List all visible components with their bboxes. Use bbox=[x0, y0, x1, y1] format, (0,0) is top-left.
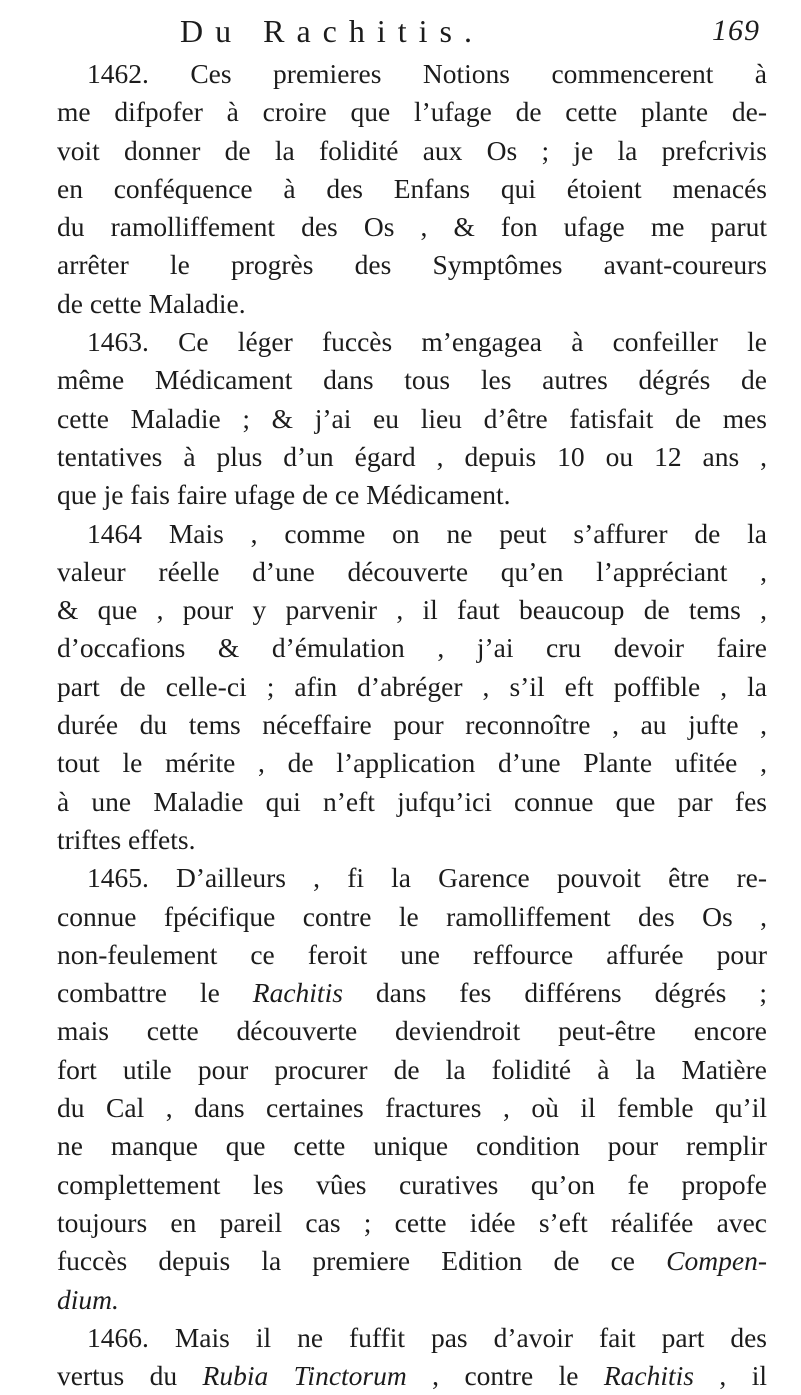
text-segment: 1464 Mais , comme on ne peut s’affurer de la bbox=[87, 517, 767, 549]
text-segment: d’occafions & d’émulation , j’ai cru devoir faire bbox=[57, 632, 767, 664]
italic-term: Compen- bbox=[666, 1245, 767, 1277]
text-line bbox=[57, 1204, 767, 1242]
text-line bbox=[57, 1242, 767, 1280]
text-line bbox=[57, 476, 767, 514]
text-segment: valeur réelle d’une découverte qu’en l’appréciant , bbox=[57, 555, 767, 587]
text-segment: 1463. Ce léger fuccès m’engagea à confeiller le bbox=[87, 326, 767, 358]
italic-term: Rachitis bbox=[252, 977, 343, 1009]
text-line bbox=[57, 629, 767, 667]
text-line bbox=[57, 553, 767, 591]
text-line bbox=[57, 208, 767, 246]
text-line bbox=[57, 323, 767, 361]
text-segment: 1462. Ces premieres Notions commencerent à bbox=[87, 58, 767, 89]
text-segment: mais cette découverte deviendroit peut-être encore bbox=[57, 1015, 767, 1047]
text-segment: voit donner de la folidité aux Os ; je la prefcrivis bbox=[57, 134, 767, 166]
text-segment: & que , pour y parvenir , il faut beaucoup de tems , bbox=[57, 594, 767, 626]
text-segment: cette Maladie ; & j’ai eu lieu d’être fatisfait de mes bbox=[57, 402, 767, 434]
text-line bbox=[57, 668, 767, 706]
text-line bbox=[57, 744, 767, 782]
text-segment: ne manque que cette unique condition pour remplir bbox=[57, 1130, 767, 1162]
text-segment: dans fes différens dégrés ; bbox=[342, 977, 767, 1009]
text-segment: , il bbox=[694, 1360, 767, 1392]
text-line bbox=[57, 132, 767, 170]
text-segment: du ramolliffement des Os , & fon ufage me parut bbox=[57, 211, 767, 243]
text-line bbox=[57, 1051, 767, 1089]
text-segment: part de celle-ci ; afin d’abréger , s’il eft poffible , la bbox=[57, 670, 767, 702]
text-line bbox=[57, 1012, 767, 1050]
text-line bbox=[57, 1319, 767, 1357]
text-segment: à une Maladie qui n’eft jufqu’ici connue que par fes bbox=[57, 785, 767, 817]
text-segment: tout le mérite , de l’application d’une Plante ufitée , bbox=[57, 747, 767, 779]
text-line bbox=[57, 936, 767, 974]
text-line bbox=[57, 1127, 767, 1165]
text-segment: fort utile pour procurer de la folidité à la Matière bbox=[57, 1053, 767, 1085]
text-segment: fuccès depuis la premiere Edition de ce bbox=[57, 1245, 667, 1277]
text-line bbox=[57, 93, 767, 131]
text-segment: arrêter le progrès des Symptômes avant-coureurs bbox=[57, 249, 767, 281]
text-line bbox=[57, 515, 767, 553]
italic-term: dium. bbox=[57, 1283, 119, 1315]
body-text bbox=[57, 55, 767, 1395]
text-segment: vertus du bbox=[57, 1360, 203, 1392]
text-line bbox=[57, 246, 767, 284]
text-line bbox=[57, 591, 767, 629]
text-segment: toujours en pareil cas ; cette idée s’eft réalifée avec bbox=[57, 1206, 767, 1238]
text-segment: même Médicament dans tous les autres dégrés de bbox=[57, 364, 767, 396]
text-segment: durée du tems néceffaire pour reconnoître , au jufte , bbox=[57, 709, 767, 741]
text-line bbox=[57, 821, 767, 859]
text-segment: 1465. D’ailleurs , fi la Garence pouvoit être re- bbox=[87, 862, 767, 894]
text-line bbox=[57, 974, 767, 1012]
text-line bbox=[57, 859, 767, 897]
text-segment: que je fais faire ufage de ce Médicament. bbox=[57, 479, 511, 511]
text-line bbox=[57, 438, 767, 476]
italic-term: Rubia Tinctorum bbox=[202, 1360, 407, 1392]
text-segment: en conféquence à des Enfans qui étoient menacés bbox=[57, 172, 767, 204]
text-line bbox=[57, 1089, 767, 1127]
text-line bbox=[57, 361, 767, 399]
text-line bbox=[57, 1281, 767, 1319]
text-segment: non-feulement ce feroit une reffource affurée pour bbox=[57, 938, 767, 970]
text-segment: de cette Maladie. bbox=[57, 287, 246, 319]
text-segment: complettement les vûes curatives qu’on fe propofe bbox=[57, 1168, 767, 1200]
running-head bbox=[180, 10, 760, 52]
italic-term: Rachitis bbox=[603, 1360, 694, 1392]
text-line bbox=[57, 1357, 767, 1395]
text-segment: 1466. Mais il ne fuffit pas d’avoir fait part des bbox=[87, 1321, 767, 1353]
text-segment: triftes effets. bbox=[57, 823, 196, 855]
text-line bbox=[57, 285, 767, 323]
text-line bbox=[57, 898, 767, 936]
text-segment: du Cal , dans certaines fractures , où il femble qu’il bbox=[57, 1092, 767, 1124]
text-segment: , contre le bbox=[406, 1360, 604, 1392]
text-line bbox=[57, 400, 767, 438]
text-line bbox=[57, 55, 767, 93]
text-segment: tentatives à plus d’un égard , depuis 10 ou 12 ans , bbox=[57, 440, 767, 472]
text-line bbox=[57, 783, 767, 821]
text-line bbox=[57, 170, 767, 208]
text-segment: combattre le bbox=[57, 977, 253, 1009]
text-segment: connue fpécifique contre le ramolliffement des Os , bbox=[57, 900, 767, 932]
running-title: Du Rachitis. bbox=[180, 13, 484, 49]
text-line bbox=[57, 1166, 767, 1204]
text-segment: me difpofer à croire que l’ufage de cette plante de- bbox=[57, 96, 767, 128]
text-line bbox=[57, 706, 767, 744]
page-number: 169 bbox=[712, 14, 760, 47]
